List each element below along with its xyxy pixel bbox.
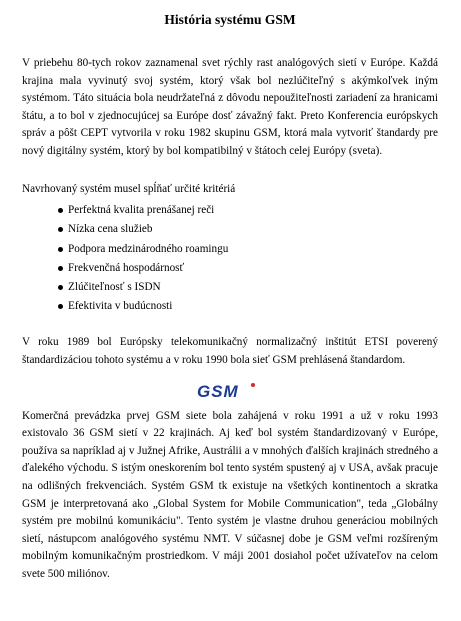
document-title: História systému GSM: [164, 12, 296, 27]
list-item-label: Perfektná kvalita prenášanej reči: [68, 204, 215, 217]
list-item: [58, 220, 438, 239]
bullet-icon: [58, 304, 63, 309]
list-item-label: Podpora medzinárodného roamingu: [68, 242, 229, 255]
requirements-list: [22, 201, 438, 316]
list-item-label: Nízka cena služieb: [68, 223, 153, 236]
bullet-icon: [58, 285, 63, 290]
gsm-logo-text: GSM: [197, 381, 239, 401]
list-item-label: Frekvenčná hospodárnosť: [68, 261, 185, 274]
gsm-logo-star-icon: [251, 383, 255, 387]
list-item-label: Zlúčiteľnosť s ISDN: [68, 280, 161, 293]
bullet-icon: [58, 266, 63, 271]
list-item: [58, 259, 438, 278]
list-item: [58, 278, 438, 297]
bullet-icon: [58, 247, 63, 252]
gsm-logo: [22, 381, 438, 401]
list-item: [58, 201, 438, 220]
requirements-intro: Navrhovaný systém musel spĺňať určité kritériá: [22, 182, 236, 195]
paragraph-commercial: Komerčná prevádzka prvej GSM siete bola zahájená v roku 1991 a už v roku 1993 existovalo 36 GSM sietí v 22 krajinách. Aj keď bol systém štandardizovaný v Európe, používa sa napríklad aj v Južnej Afrike, Austrálii a v mnohých ďalších krajinách stredného a ďalekého východu. S istým oneskorením bol tento systém spustený aj v USA, avšak pracuje na odlišných frekvenciách. Systém GSM tk existuje na všetkých kontinentoch a skratka GSM je interpretovaná ako „Global System for Mobile Communication", teda „Globálny systém pre mobilnú komunikáciu". Tento systém je vlastne druhou generáciou mobilných sietí, nástupcom analógového systému NMT. V súčasnej dobe je GSM veľmi rozšíreným mobilným komunikačným prostriedkom. V máji 2001 dosiahol počet užívateľov na celom svete 500 miliónov.: [22, 409, 438, 580]
bullet-icon: [58, 227, 63, 232]
bullet-icon: [58, 208, 63, 213]
paragraph-history: V priebehu 80-tych rokov zaznamenal svet rýchly rast analógových sietí v Európe. Každá krajina mala vyvinutý svoj systém, ktorý však bol nezlúčiteľný s akýmkoľvek iným systémom. Táto situácia bola neudržateľná z dôvodu nepoužiteľnosti zariadení za hranicami štátu, a to bol v zjednocujúcej sa Európe dosť závažný fakt. Preto Konferencia európskych správ a pôšt CEPT vytvorila v roku 1982 skupinu GSM, ktorá mala vytvoriť štandardy pre nový digitálny systém, ktorý by bol kompatibilný v štátoch celej Európy (sveta).: [22, 57, 438, 157]
paragraph-etsi: V roku 1989 bol Európsky telekomunikačný normalizačný inštitút ETSI poverený štandardizáciou tohoto systému a v roku 1990 bola sieť GSM prehlásená štandardom.: [22, 336, 438, 366]
list-item-label: Efektivita v budúcnosti: [68, 300, 173, 313]
gsm-logo-icon: [195, 381, 265, 401]
list-item: [58, 297, 438, 316]
list-item: [58, 240, 438, 259]
